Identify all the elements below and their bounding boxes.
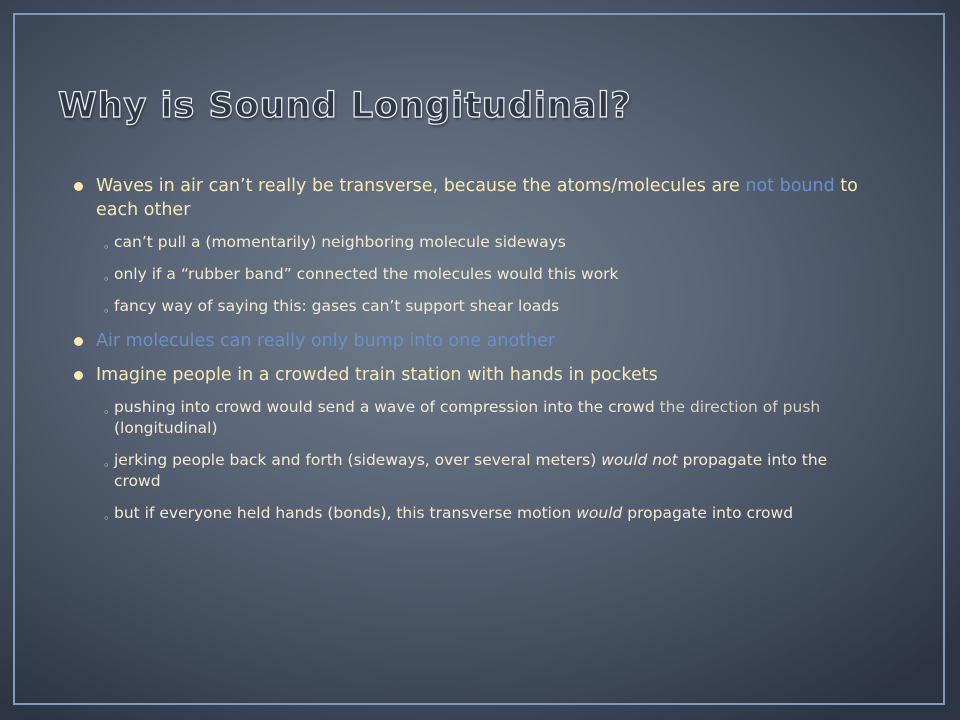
bullet-1 — [72, 174, 872, 222]
sub-bullet-3-2-text-b: propagate into the crowd — [114, 451, 828, 490]
sub-bullet-1-3 — [72, 296, 872, 317]
sub-bullet-3-2-text-a: jerking people back and forth (sideways, over several meters) — [114, 451, 602, 469]
ring-bullet-icon: ◦ — [103, 406, 110, 419]
sub-bullet-1-1 — [72, 232, 872, 253]
sub-bullet-3-1-text-a: pushing into crowd would send a wave of compression into the crowd — [114, 398, 660, 416]
ring-bullet-icon: ◦ — [103, 459, 110, 472]
sub-bullet-3-1-text-b: (longitudinal) — [114, 419, 218, 437]
bullet-3 — [72, 363, 872, 387]
sub-bullet-1-2-text: only if a “rubber band” connected the molecules would this work — [114, 265, 619, 283]
bullet-3-text: Imagine people in a crowded train station with hands in pockets — [96, 365, 658, 385]
bullet-dot-icon — [74, 182, 83, 191]
bullet-1-text-b: to each other — [96, 176, 858, 220]
bullet-dot-icon — [74, 371, 83, 380]
bullet-dot-icon — [74, 337, 83, 346]
bullet-2-text: Air molecules can really only bump into one another — [96, 331, 556, 351]
sub-bullet-3-1 — [72, 397, 872, 439]
ring-bullet-icon: ◦ — [103, 305, 110, 318]
slide-content — [72, 174, 872, 535]
sub-bullet-1-1-text: can’t pull a (momentarily) neighboring molecule sideways — [114, 233, 566, 251]
sub-bullet-3-2-emphasis: would not — [601, 451, 678, 469]
sub-bullet-3-3-text-a: but if everyone held hands (bonds), this transverse motion — [114, 504, 577, 522]
ring-bullet-icon: ◦ — [103, 273, 110, 286]
sub-bullet-3-3 — [72, 503, 872, 524]
sub-bullet-3-3-emphasis: would — [576, 504, 623, 522]
sub-bullet-1-3-text: fancy way of saying this: gases can’t support shear loads — [114, 297, 560, 315]
sub-bullet-3-3-text-b: propagate into crowd — [622, 504, 794, 522]
bullet-2 — [72, 329, 872, 353]
sub-bullet-3-2 — [72, 450, 872, 492]
sub-bullet-1-2 — [72, 264, 872, 285]
bullet-1-text-a: Waves in air can’t really be transverse, because the atoms/molecules are — [96, 176, 746, 196]
ring-bullet-icon: ◦ — [103, 512, 110, 525]
ring-bullet-icon: ◦ — [103, 241, 110, 254]
slide-title: Why is Sound Longitudinal? — [58, 86, 632, 126]
bullet-1-highlight: not bound — [745, 176, 835, 196]
sub-bullet-3-1-dim: the direction of push — [659, 398, 821, 416]
